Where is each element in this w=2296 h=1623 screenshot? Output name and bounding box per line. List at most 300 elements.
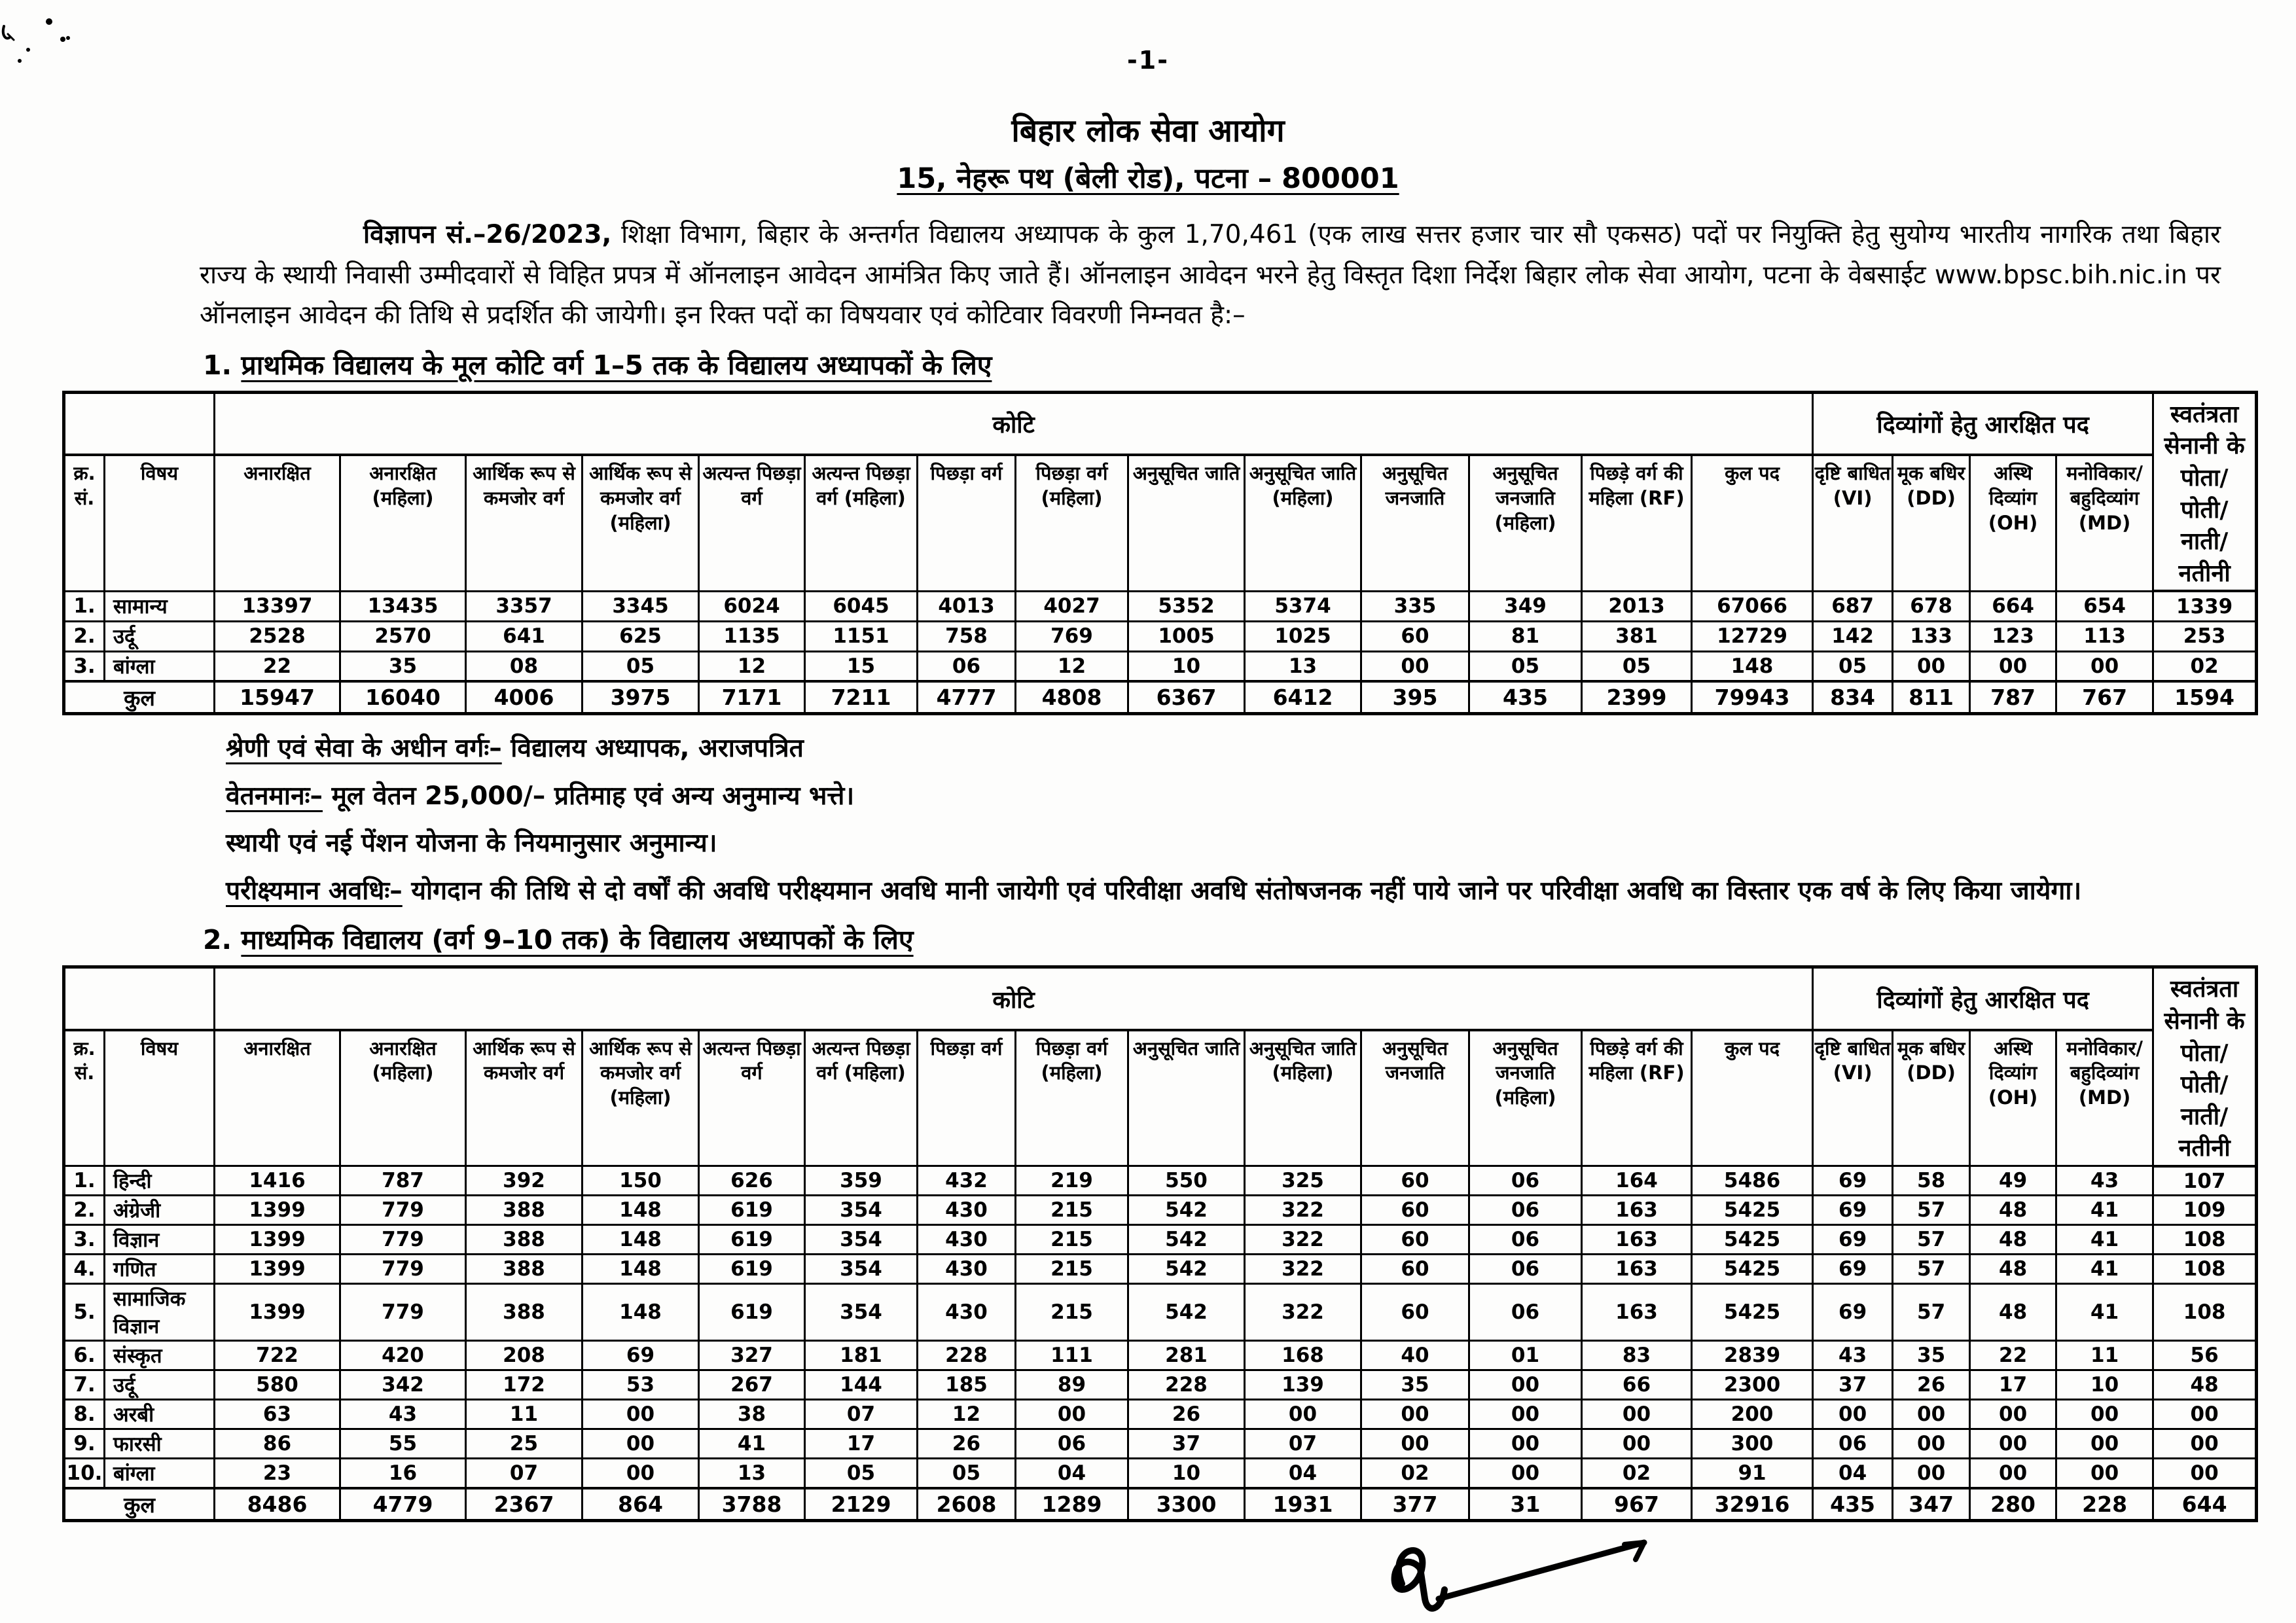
section-2-title: माध्यमिक विद्यालय (वर्ग 9–10 तक) के विद्यालय अध्यापकों के लिए: [241, 924, 914, 956]
column-header: अनुसूचित जनजाति: [1361, 1030, 1469, 1166]
value-cell: 05: [805, 1459, 918, 1489]
subject-cell: संस्कृत: [105, 1341, 215, 1370]
value-cell: 550: [1128, 1166, 1245, 1196]
note-text: विद्यालय अध्यापक, अराजपत्रित: [501, 734, 804, 764]
column-header: दृष्टि बाधित (VI): [1813, 1030, 1893, 1166]
value-cell: 150: [583, 1166, 699, 1196]
column-header: अनारक्षित (महिला): [340, 455, 466, 591]
value-cell: 148: [1692, 651, 1813, 681]
value-cell: 26: [1128, 1400, 1245, 1429]
value-cell: 144: [805, 1370, 918, 1400]
value-cell: 06: [1813, 1429, 1893, 1459]
value-cell: 2839: [1692, 1341, 1813, 1370]
column-header: अत्यन्त पिछड़ा वर्ग (महिला): [805, 1030, 918, 1166]
table-row: [64, 1370, 2257, 1400]
org-address: 15, नेहरू पथ (बेली रोड), पटना – 800001: [897, 162, 1399, 195]
freedom-fighter-column-header: स्वतंत्रता सेनानी के पोता/ पोती/ नाती/ नतीनी: [2153, 967, 2257, 1166]
value-cell: 12: [699, 651, 805, 681]
total-value-cell: 8486: [215, 1488, 340, 1521]
value-cell: 1416: [215, 1166, 340, 1196]
value-cell: 00: [583, 1429, 699, 1459]
value-cell: 41: [2056, 1225, 2153, 1255]
value-cell: 00: [1361, 1400, 1469, 1429]
column-header: कुल पद: [1692, 1030, 1813, 1166]
value-cell: 56: [2153, 1341, 2257, 1370]
column-header: अनुसूचित जनजाति: [1361, 455, 1469, 591]
note-text: योगदान की तिथि से दो वर्षों की अवधि परीक्ष्यमान अवधि मानी जायेगी एवं परिवीक्षा अवधि संतोषजनक नहीं पाये जाने पर परिवीक्षा अवधि का विस्तार एक वर्ष के लिए किया जायेगा।: [402, 876, 2082, 906]
value-cell: 05: [918, 1459, 1016, 1489]
value-cell: 00: [1469, 1459, 1582, 1489]
value-cell: 04: [1245, 1459, 1361, 1489]
value-cell: 322: [1245, 1255, 1361, 1284]
value-cell: 17: [805, 1429, 918, 1459]
value-cell: 6024: [699, 591, 805, 621]
value-cell: 388: [466, 1225, 583, 1255]
value-cell: 11: [466, 1400, 583, 1429]
value-cell: 60: [1361, 1255, 1469, 1284]
value-cell: 00: [1582, 1400, 1692, 1429]
column-header: पिछड़ा वर्ग: [918, 455, 1016, 591]
value-cell: 69: [1813, 1225, 1893, 1255]
value-cell: 4027: [1016, 591, 1128, 621]
serial-cell: 6.: [64, 1341, 105, 1370]
subject-cell: बांग्ला: [105, 651, 215, 681]
table-row: [64, 1341, 2257, 1370]
value-cell: 91: [1692, 1459, 1813, 1489]
value-cell: 69: [1813, 1166, 1893, 1196]
value-cell: 215: [1016, 1196, 1128, 1225]
value-cell: 35: [1361, 1370, 1469, 1400]
value-cell: 168: [1245, 1341, 1361, 1370]
total-value-cell: 3300: [1128, 1488, 1245, 1521]
total-value-cell: 767: [2056, 681, 2153, 714]
value-cell: 300: [1692, 1429, 1813, 1459]
value-cell: 215: [1016, 1255, 1128, 1284]
value-cell: 57: [1893, 1284, 1970, 1341]
value-cell: 83: [1582, 1341, 1692, 1370]
value-cell: 3345: [583, 591, 699, 621]
value-cell: 148: [583, 1196, 699, 1225]
column-header: अत्यन्त पिछड़ा वर्ग (महिला): [805, 455, 918, 591]
column-header: अनुसूचित जनजाति (महिला): [1469, 455, 1582, 591]
total-value-cell: 967: [1582, 1488, 1692, 1521]
value-cell: 1025: [1245, 621, 1361, 651]
value-cell: 388: [466, 1196, 583, 1225]
total-value-cell: 811: [1893, 681, 1970, 714]
total-value-cell: 3975: [583, 681, 699, 714]
column-header: अनारक्षित (महिला): [340, 1030, 466, 1166]
total-value-cell: 280: [1970, 1488, 2056, 1521]
total-value-cell: 395: [1361, 681, 1469, 714]
column-header: अनुसूचित जाति: [1128, 455, 1245, 591]
value-cell: 779: [340, 1225, 466, 1255]
note-text: स्थायी एवं नई पेंशन योजना के नियमानुसार अनुमान्य।: [226, 829, 717, 859]
column-header: अनारक्षित: [215, 1030, 340, 1166]
value-cell: 641: [466, 621, 583, 651]
value-cell: 1399: [215, 1284, 340, 1341]
value-cell: 1135: [699, 621, 805, 651]
total-value-cell: 435: [1469, 681, 1582, 714]
serial-cell: 10.: [64, 1459, 105, 1489]
value-cell: 148: [583, 1255, 699, 1284]
serial-cell: 4.: [64, 1255, 105, 1284]
value-cell: 22: [215, 651, 340, 681]
total-value-cell: 2367: [466, 1488, 583, 1521]
value-cell: 41: [2056, 1196, 2153, 1225]
total-value-cell: 2608: [918, 1488, 1016, 1521]
value-cell: 00: [1813, 1400, 1893, 1429]
column-header: पिछड़ा वर्ग (महिला): [1016, 455, 1128, 591]
value-cell: 13: [1245, 651, 1361, 681]
total-value-cell: 6412: [1245, 681, 1361, 714]
total-value-cell: 347: [1893, 1488, 1970, 1521]
value-cell: 654: [2056, 591, 2153, 621]
value-cell: 37: [1128, 1429, 1245, 1459]
value-cell: 60: [1361, 1225, 1469, 1255]
value-cell: 722: [215, 1341, 340, 1370]
value-cell: 69: [1813, 1284, 1893, 1341]
value-cell: 430: [918, 1196, 1016, 1225]
value-cell: 12: [918, 1400, 1016, 1429]
value-cell: 228: [918, 1341, 1016, 1370]
subject-cell: बांग्ला: [105, 1459, 215, 1489]
value-cell: 678: [1893, 591, 1970, 621]
value-cell: 15: [805, 651, 918, 681]
value-cell: 148: [583, 1225, 699, 1255]
table-row: [64, 651, 2257, 681]
value-cell: 322: [1245, 1196, 1361, 1225]
value-cell: 5425: [1692, 1196, 1813, 1225]
value-cell: 53: [583, 1370, 699, 1400]
value-cell: 69: [1813, 1255, 1893, 1284]
column-header: पिछड़ा वर्ग: [918, 1030, 1016, 1166]
value-cell: 163: [1582, 1196, 1692, 1225]
value-cell: 432: [918, 1166, 1016, 1196]
column-header: पिछड़ा वर्ग (महिला): [1016, 1030, 1128, 1166]
value-cell: 07: [1245, 1429, 1361, 1459]
value-cell: 200: [1692, 1400, 1813, 1429]
value-cell: 5374: [1245, 591, 1361, 621]
value-cell: 48: [1970, 1284, 2056, 1341]
advert-number: विज्ञापन सं.–26/2023,: [363, 220, 612, 249]
column-header: मनोविकार/ बहुदिव्यांग (MD): [2056, 455, 2153, 591]
value-cell: 06: [1016, 1429, 1128, 1459]
subject-cell: हिन्दी: [105, 1166, 215, 1196]
value-cell: 215: [1016, 1225, 1128, 1255]
total-value-cell: 15947: [215, 681, 340, 714]
serial-cell: 1.: [64, 591, 105, 621]
value-cell: 48: [1970, 1225, 2056, 1255]
value-cell: 1399: [215, 1255, 340, 1284]
column-header: दृष्टि बाधित (VI): [1813, 455, 1893, 591]
total-value-cell: 32916: [1692, 1488, 1813, 1521]
value-cell: 619: [699, 1284, 805, 1341]
subject-cell: अंग्रेजी: [105, 1196, 215, 1225]
value-cell: 2570: [340, 621, 466, 651]
value-cell: 05: [1582, 651, 1692, 681]
value-cell: 172: [466, 1370, 583, 1400]
value-cell: 185: [918, 1370, 1016, 1400]
value-cell: 00: [1893, 1459, 1970, 1489]
value-cell: 00: [1893, 651, 1970, 681]
value-cell: 163: [1582, 1284, 1692, 1341]
total-value-cell: 4779: [340, 1488, 466, 1521]
note-line: [226, 825, 2224, 863]
value-cell: 342: [340, 1370, 466, 1400]
value-cell: 43: [2056, 1166, 2153, 1196]
value-cell: 58: [1893, 1166, 1970, 1196]
value-cell: 12729: [1692, 621, 1813, 651]
value-cell: 05: [583, 651, 699, 681]
disabled-group-header: दिव्यांगों हेतु आरक्षित पद: [1813, 967, 2153, 1030]
value-cell: 1399: [215, 1225, 340, 1255]
value-cell: 08: [466, 651, 583, 681]
value-cell: 43: [1813, 1341, 1893, 1370]
value-cell: 164: [1582, 1166, 1692, 1196]
note-label: श्रेणी एवं सेवा के अधीन वर्गः–: [226, 734, 502, 764]
total-value-cell: 4777: [918, 681, 1016, 714]
value-cell: 779: [340, 1284, 466, 1341]
value-cell: 354: [805, 1284, 918, 1341]
value-cell: 00: [2056, 1429, 2153, 1459]
value-cell: 580: [215, 1370, 340, 1400]
table-row: [64, 1400, 2257, 1429]
value-cell: 00: [1361, 651, 1469, 681]
table-row: [64, 591, 2257, 621]
total-value-cell: 228: [2056, 1488, 2153, 1521]
value-cell: 5486: [1692, 1166, 1813, 1196]
value-cell: 02: [1361, 1459, 1469, 1489]
value-cell: 228: [1128, 1370, 1245, 1400]
value-cell: 758: [918, 621, 1016, 651]
value-cell: 1005: [1128, 621, 1245, 651]
value-cell: 625: [583, 621, 699, 651]
total-value-cell: 377: [1361, 1488, 1469, 1521]
value-cell: 208: [466, 1341, 583, 1370]
value-cell: 02: [1582, 1459, 1692, 1489]
value-cell: 542: [1128, 1255, 1245, 1284]
value-cell: 00: [1893, 1429, 1970, 1459]
value-cell: 00: [2153, 1400, 2257, 1429]
column-header: अनारक्षित: [215, 455, 340, 591]
value-cell: 349: [1469, 591, 1582, 621]
value-cell: 325: [1245, 1166, 1361, 1196]
note-label: परीक्ष्यमान अवधिः–: [226, 876, 403, 906]
total-row: [64, 681, 2257, 714]
table-row: [64, 1166, 2257, 1196]
value-cell: 06: [1469, 1225, 1582, 1255]
column-header: आर्थिक रूप से कमजोर वर्ग: [466, 1030, 583, 1166]
section-1-heading: [203, 346, 2296, 383]
value-cell: 113: [2056, 621, 2153, 651]
value-cell: 354: [805, 1196, 918, 1225]
signature-mark: [1361, 1522, 1728, 1623]
value-cell: 142: [1813, 621, 1893, 651]
disabled-group-header: दिव्यांगों हेतु आरक्षित पद: [1813, 392, 2153, 455]
column-header: मनोविकार/ बहुदिव्यांग (MD): [2056, 1030, 2153, 1166]
value-cell: 38: [699, 1400, 805, 1429]
column-header: अनुसूचित जाति (महिला): [1245, 455, 1361, 591]
column-header: विषय: [105, 1030, 215, 1166]
total-value-cell: 1594: [2153, 681, 2257, 714]
serial-cell: 7.: [64, 1370, 105, 1400]
value-cell: 10: [2056, 1370, 2153, 1400]
value-cell: 6045: [805, 591, 918, 621]
value-cell: 41: [699, 1429, 805, 1459]
value-cell: 60: [1361, 621, 1469, 651]
serial-cell: 5.: [64, 1284, 105, 1341]
freedom-fighter-column-header: स्वतंत्रता सेनानी के पोता/ पोती/ नाती/ नतीनी: [2153, 392, 2257, 591]
serial-cell: 1.: [64, 1166, 105, 1196]
value-cell: 5425: [1692, 1255, 1813, 1284]
value-cell: 542: [1128, 1196, 1245, 1225]
page-number: -1-: [1127, 46, 1169, 75]
corner-cell: [64, 392, 215, 455]
value-cell: 779: [340, 1196, 466, 1225]
value-cell: 322: [1245, 1284, 1361, 1341]
value-cell: 00: [1970, 1429, 2056, 1459]
value-cell: 69: [583, 1341, 699, 1370]
value-cell: 00: [1970, 651, 2056, 681]
total-value-cell: 16040: [340, 681, 466, 714]
value-cell: 40: [1361, 1341, 1469, 1370]
serial-cell: 2.: [64, 621, 105, 651]
value-cell: 26: [1893, 1370, 1970, 1400]
value-cell: 2013: [1582, 591, 1692, 621]
value-cell: 89: [1016, 1370, 1128, 1400]
value-cell: 13397: [215, 591, 340, 621]
value-cell: 267: [699, 1370, 805, 1400]
table-row: [64, 1429, 2257, 1459]
value-cell: 41: [2056, 1284, 2153, 1341]
value-cell: 63: [215, 1400, 340, 1429]
total-value-cell: 2129: [805, 1488, 918, 1521]
subject-cell: फारसी: [105, 1429, 215, 1459]
value-cell: 43: [340, 1400, 466, 1429]
value-cell: 06: [1469, 1284, 1582, 1341]
value-cell: 06: [1469, 1166, 1582, 1196]
total-row: [64, 1488, 2257, 1521]
column-header: अस्थि दिव्यांग (OH): [1970, 455, 2056, 591]
value-cell: 60: [1361, 1284, 1469, 1341]
intro-body: शिक्षा विभाग, बिहार के अन्तर्गत विद्यालय अध्यापक के कुल 1,70,461 (एक लाख सत्तर हजार चार सौ एकसठ) पदों पर नियुक्ति हेतु सुयोग्य भारतीय नागरिक तथा बिहार राज्य के स्थायी निवासी उम्मीदवारों से विहित प्रपत्र में ऑनलाइन आवेदन आमंत्रित किए जाते हैं। ऑनलाइन आवेदन भरने हेतु विस्तृत दिशा निर्देश बिहार लोक सेवा आयोग, पटना के वेबसाईट www.bpsc.bih.nic.in पर ऑनलाइन आवेदन की तिथि से प्रदर्शित की जायेगी। इन रिक्त पदों का विषयवार एवं कोटिवार विवरणी निम्नवत है:–: [200, 220, 2221, 330]
value-cell: 69: [1813, 1196, 1893, 1225]
value-cell: 41: [2056, 1255, 2153, 1284]
column-header: अनुसूचित जाति (महिला): [1245, 1030, 1361, 1166]
value-cell: 35: [340, 651, 466, 681]
value-cell: 67066: [1692, 591, 1813, 621]
subject-cell: उर्दू: [105, 621, 215, 651]
category-group-header: कोटि: [215, 967, 1813, 1030]
value-cell: 12: [1016, 651, 1128, 681]
total-value-cell: 4006: [466, 681, 583, 714]
value-cell: 10: [1128, 651, 1245, 681]
value-cell: 57: [1893, 1196, 1970, 1225]
value-cell: 01: [1469, 1341, 1582, 1370]
value-cell: 06: [918, 651, 1016, 681]
value-cell: 687: [1813, 591, 1893, 621]
value-cell: 253: [2153, 621, 2257, 651]
value-cell: 163: [1582, 1255, 1692, 1284]
value-cell: 381: [1582, 621, 1692, 651]
total-label-cell: कुल: [64, 1488, 215, 1521]
serial-cell: 2.: [64, 1196, 105, 1225]
value-cell: 1339: [2153, 591, 2257, 621]
value-cell: 00: [1469, 1400, 1582, 1429]
value-cell: 619: [699, 1255, 805, 1284]
total-value-cell: 787: [1970, 681, 2056, 714]
value-cell: 00: [2153, 1459, 2257, 1489]
subject-cell: सामान्य: [105, 591, 215, 621]
value-cell: 327: [699, 1341, 805, 1370]
secondary-school-vacancy-table: [62, 965, 2258, 1522]
value-cell: 133: [1893, 621, 1970, 651]
value-cell: 1399: [215, 1196, 340, 1225]
value-cell: 108: [2153, 1225, 2257, 1255]
table-row: [64, 1196, 2257, 1225]
value-cell: 25: [466, 1429, 583, 1459]
value-cell: 37: [1813, 1370, 1893, 1400]
note-label: वेतनमानः–: [226, 781, 323, 811]
value-cell: 5425: [1692, 1225, 1813, 1255]
total-value-cell: 7211: [805, 681, 918, 714]
total-value-cell: 3788: [699, 1488, 805, 1521]
total-label-cell: कुल: [64, 681, 215, 714]
total-value-cell: 6367: [1128, 681, 1245, 714]
value-cell: 00: [583, 1459, 699, 1489]
value-cell: 388: [466, 1255, 583, 1284]
value-cell: 06: [1469, 1255, 1582, 1284]
corner-cell: [64, 967, 215, 1030]
ink-marks: [0, 0, 105, 79]
value-cell: 354: [805, 1225, 918, 1255]
subject-cell: विज्ञान: [105, 1225, 215, 1255]
value-cell: 00: [583, 1400, 699, 1429]
value-cell: 619: [699, 1225, 805, 1255]
value-cell: 66: [1582, 1370, 1692, 1400]
value-cell: 00: [1893, 1400, 1970, 1429]
value-cell: 148: [583, 1284, 699, 1341]
value-cell: 219: [1016, 1166, 1128, 1196]
value-cell: 49: [1970, 1166, 2056, 1196]
column-header: आर्थिक रूप से कमजोर वर्ग (महिला): [583, 1030, 699, 1166]
serial-cell: 3.: [64, 1225, 105, 1255]
total-value-cell: 31: [1469, 1488, 1582, 1521]
value-cell: 2300: [1692, 1370, 1813, 1400]
value-cell: 05: [1813, 651, 1893, 681]
value-cell: 00: [2056, 651, 2153, 681]
value-cell: 04: [1016, 1459, 1128, 1489]
value-cell: 111: [1016, 1341, 1128, 1370]
value-cell: 48: [1970, 1255, 2056, 1284]
serial-cell: 8.: [64, 1400, 105, 1429]
value-cell: 55: [340, 1429, 466, 1459]
service-notes: [226, 730, 2224, 910]
value-cell: 1151: [805, 621, 918, 651]
value-cell: 430: [918, 1255, 1016, 1284]
column-header: क्र. सं.: [64, 1030, 105, 1166]
value-cell: 86: [215, 1429, 340, 1459]
value-cell: 11: [2056, 1341, 2153, 1370]
value-cell: 769: [1016, 621, 1128, 651]
value-cell: 392: [466, 1166, 583, 1196]
section-1-title: प्राथमिक विद्यालय के मूल कोटि वर्ग 1–5 तक के विद्यालय अध्यापकों के लिए: [241, 349, 992, 381]
value-cell: 5352: [1128, 591, 1245, 621]
total-value-cell: 1931: [1245, 1488, 1361, 1521]
value-cell: 779: [340, 1255, 466, 1284]
value-cell: 2528: [215, 621, 340, 651]
total-value-cell: 79943: [1692, 681, 1813, 714]
